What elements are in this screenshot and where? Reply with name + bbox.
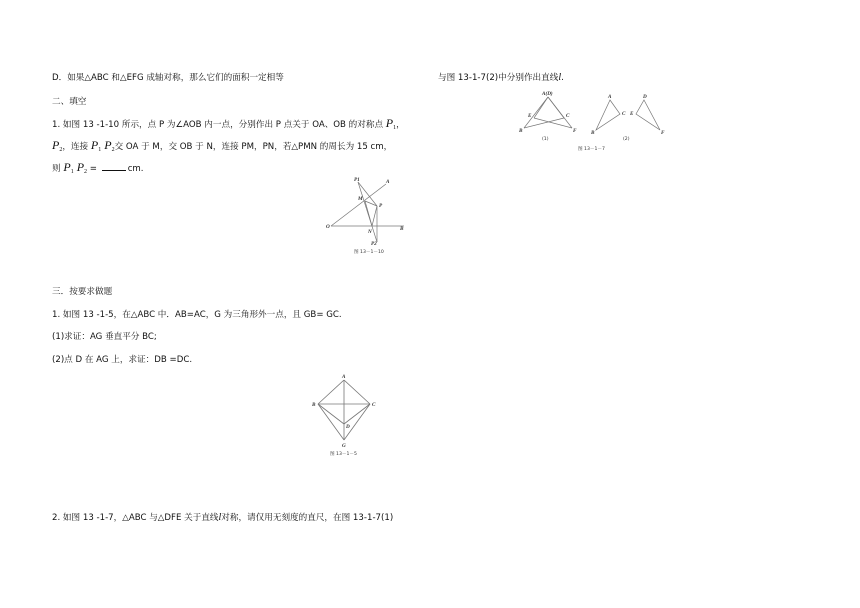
- label-a2: A: [608, 94, 612, 100]
- segment-cg: [344, 404, 370, 440]
- section-2-heading: 二、填空: [52, 97, 87, 107]
- segment-cd: [344, 404, 370, 424]
- label-p: P: [379, 203, 383, 209]
- p1-symbol: $P_1$: [385, 116, 397, 131]
- label-p2: P2: [371, 241, 377, 247]
- figure-13-1-7-part2: [596, 100, 660, 130]
- p1p2-symbol-answer: $P_1$ $P_2$: [63, 160, 88, 175]
- caption-13-1-5: 图 13－1－5: [330, 452, 357, 457]
- q1-line1-text: 1. 如图 13 -1-10 所示，点 P 为∠AOB 内一点，分别作出 P 点关于 OA、OB 的对称点: [52, 120, 384, 130]
- segment-n-p: [372, 206, 377, 226]
- segment-bg: [318, 404, 344, 440]
- segment-ac: [344, 380, 370, 404]
- segment-m-n: [365, 201, 372, 226]
- label-p1: P1: [354, 177, 360, 183]
- label-n: N: [368, 229, 372, 235]
- label-c: C: [566, 113, 570, 119]
- q1-line2-text-b: 交 OA 于 M，交 OB 于 N，连接 PM，PN，若△PMN 的周长为 15 cm，: [114, 142, 393, 152]
- label-m: M: [358, 196, 363, 202]
- figure-13-1-5: [308, 372, 380, 458]
- label-f2: F: [661, 130, 665, 136]
- q3-2-stem: 2. 如图 13 -1-7，△ABC 与△DFE 关于直线l对称，请仅用无刻度的直尺，在图 13-1-7(1): [52, 512, 394, 523]
- label-e: E: [528, 113, 532, 119]
- q1-line2-text-a: ，连接: [62, 142, 89, 152]
- q3-1-part2: (2)点 D 在 AG 上，求证：DB =DC.: [52, 355, 193, 365]
- q1-line1: 1. 如图 13 -1-10 所示，点 P 为∠AOB 内一点，分别作出 P 点关于 OA、OB 的对称点 $P_1$，: [52, 116, 405, 131]
- segment-ab: [318, 380, 344, 404]
- label-a: A: [386, 179, 390, 185]
- label-o: O: [326, 224, 330, 230]
- label-b2: B: [591, 130, 595, 136]
- option-d: D．如果△ABC 和△EFG 成轴对称，那么它们的面积一定相等: [52, 73, 284, 83]
- label-d: D: [346, 424, 350, 430]
- p1p2-symbol: $P_1$ $P_2$: [90, 138, 115, 153]
- q3-1-stem: 1. 如图 13 -1-5，在△ABC 中．AB=AC，G 为三角形外一点，且 GB= GC.: [52, 310, 342, 320]
- label-a: A: [342, 374, 346, 380]
- segment-bd: [318, 404, 344, 424]
- caption-13-1-10: 图 13－1－10: [354, 250, 384, 255]
- figure-13-1-10: [318, 172, 418, 260]
- label-a-d: A(D): [542, 91, 553, 97]
- label-c2: C: [622, 111, 626, 117]
- label-g: G: [342, 443, 346, 449]
- sub-label-2: (2): [623, 137, 630, 142]
- label-b: B: [312, 402, 316, 408]
- label-b: B: [400, 226, 404, 232]
- sub-label-1: (1): [542, 137, 549, 142]
- caption-13-1-7: 图 13－1－7: [578, 147, 605, 152]
- right-continuation: 与图 13-1-7(2)中分别作出直线l.: [438, 72, 564, 83]
- label-e2: E: [630, 111, 634, 117]
- figure-13-1-7: [514, 88, 674, 154]
- q1-line2: [52, 139, 392, 156]
- label-d2: D: [643, 94, 647, 100]
- section-3-heading: 三．按要求做题: [52, 287, 113, 297]
- p2-symbol: $P_2$: [52, 138, 63, 153]
- label-c: C: [372, 402, 376, 408]
- q3-1-part1: (1)求证：AG 垂直平分 BC;: [52, 332, 157, 342]
- answer-blank[interactable]: [102, 162, 126, 171]
- label-f: F: [573, 128, 577, 134]
- ray-oa: [331, 184, 386, 226]
- q1-line3: 则 $P_1$ $P_2$ = cm.: [52, 160, 144, 175]
- label-b: B: [519, 128, 523, 134]
